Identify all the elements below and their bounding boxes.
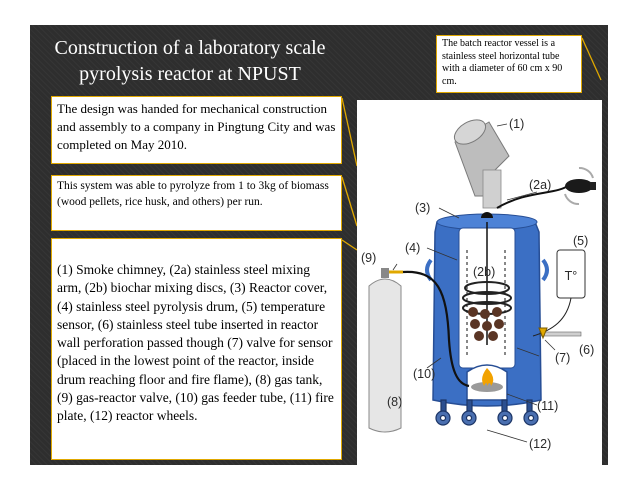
label-1: (1) <box>509 117 525 131</box>
slide-title: Construction of a laboratory scale pyrolysis reactor at NPUST <box>54 37 326 85</box>
label-3: (3) <box>415 201 431 215</box>
label-9: (9) <box>361 251 377 265</box>
sensor-tube <box>539 328 581 338</box>
smoke-chimney <box>450 115 509 208</box>
label-12: (12) <box>529 437 552 451</box>
label-4: (4) <box>405 241 421 255</box>
design-text-box: The design was handed for mechanical construction and assembly to a company in Pingtung City and was completed on May 2010. <box>51 96 342 164</box>
label-8: (8) <box>387 395 403 409</box>
reactor-vessel-note: The batch reactor vessel is a stainless steel horizontal tube with a diameter of 60 cm x 90 cm. <box>436 35 582 93</box>
reactor-diagram <box>357 100 602 465</box>
label-5: (5) <box>573 234 589 248</box>
label-7: (7) <box>555 351 571 365</box>
label-2b: (2b) <box>473 265 496 279</box>
label-2a: (2a) <box>529 178 552 192</box>
sensor-label: T° <box>564 269 578 283</box>
mixing-motor <box>565 168 596 204</box>
label-6: (6) <box>579 343 595 357</box>
component-legend-box: (1) Smoke chimney, (2a) stainless steel mixing arm, (2b) biochar mixing discs, (3) Reactor cover, (4) stainless steel pyrolysis drum, (5) temperature sensor, (6) stainless steel tube inserted in reactor wall perforation passed though (7) valve for sensor (placed in the lowest point of the reactor, inside drum reaching floor and fire flame), (8) gas tank, (9) gas-reactor valve, (10) gas feeder tube, (11) fire plate, (12) reactor wheels. <box>51 238 342 460</box>
fire-plate <box>467 365 507 400</box>
label-11: (11) <box>537 399 559 413</box>
capacity-text-box: This system was able to pyrolyze from 1 to 3kg of biomass (wood pellets, rice husk, and others) per run. <box>51 175 342 231</box>
label-10: (10) <box>413 367 436 381</box>
